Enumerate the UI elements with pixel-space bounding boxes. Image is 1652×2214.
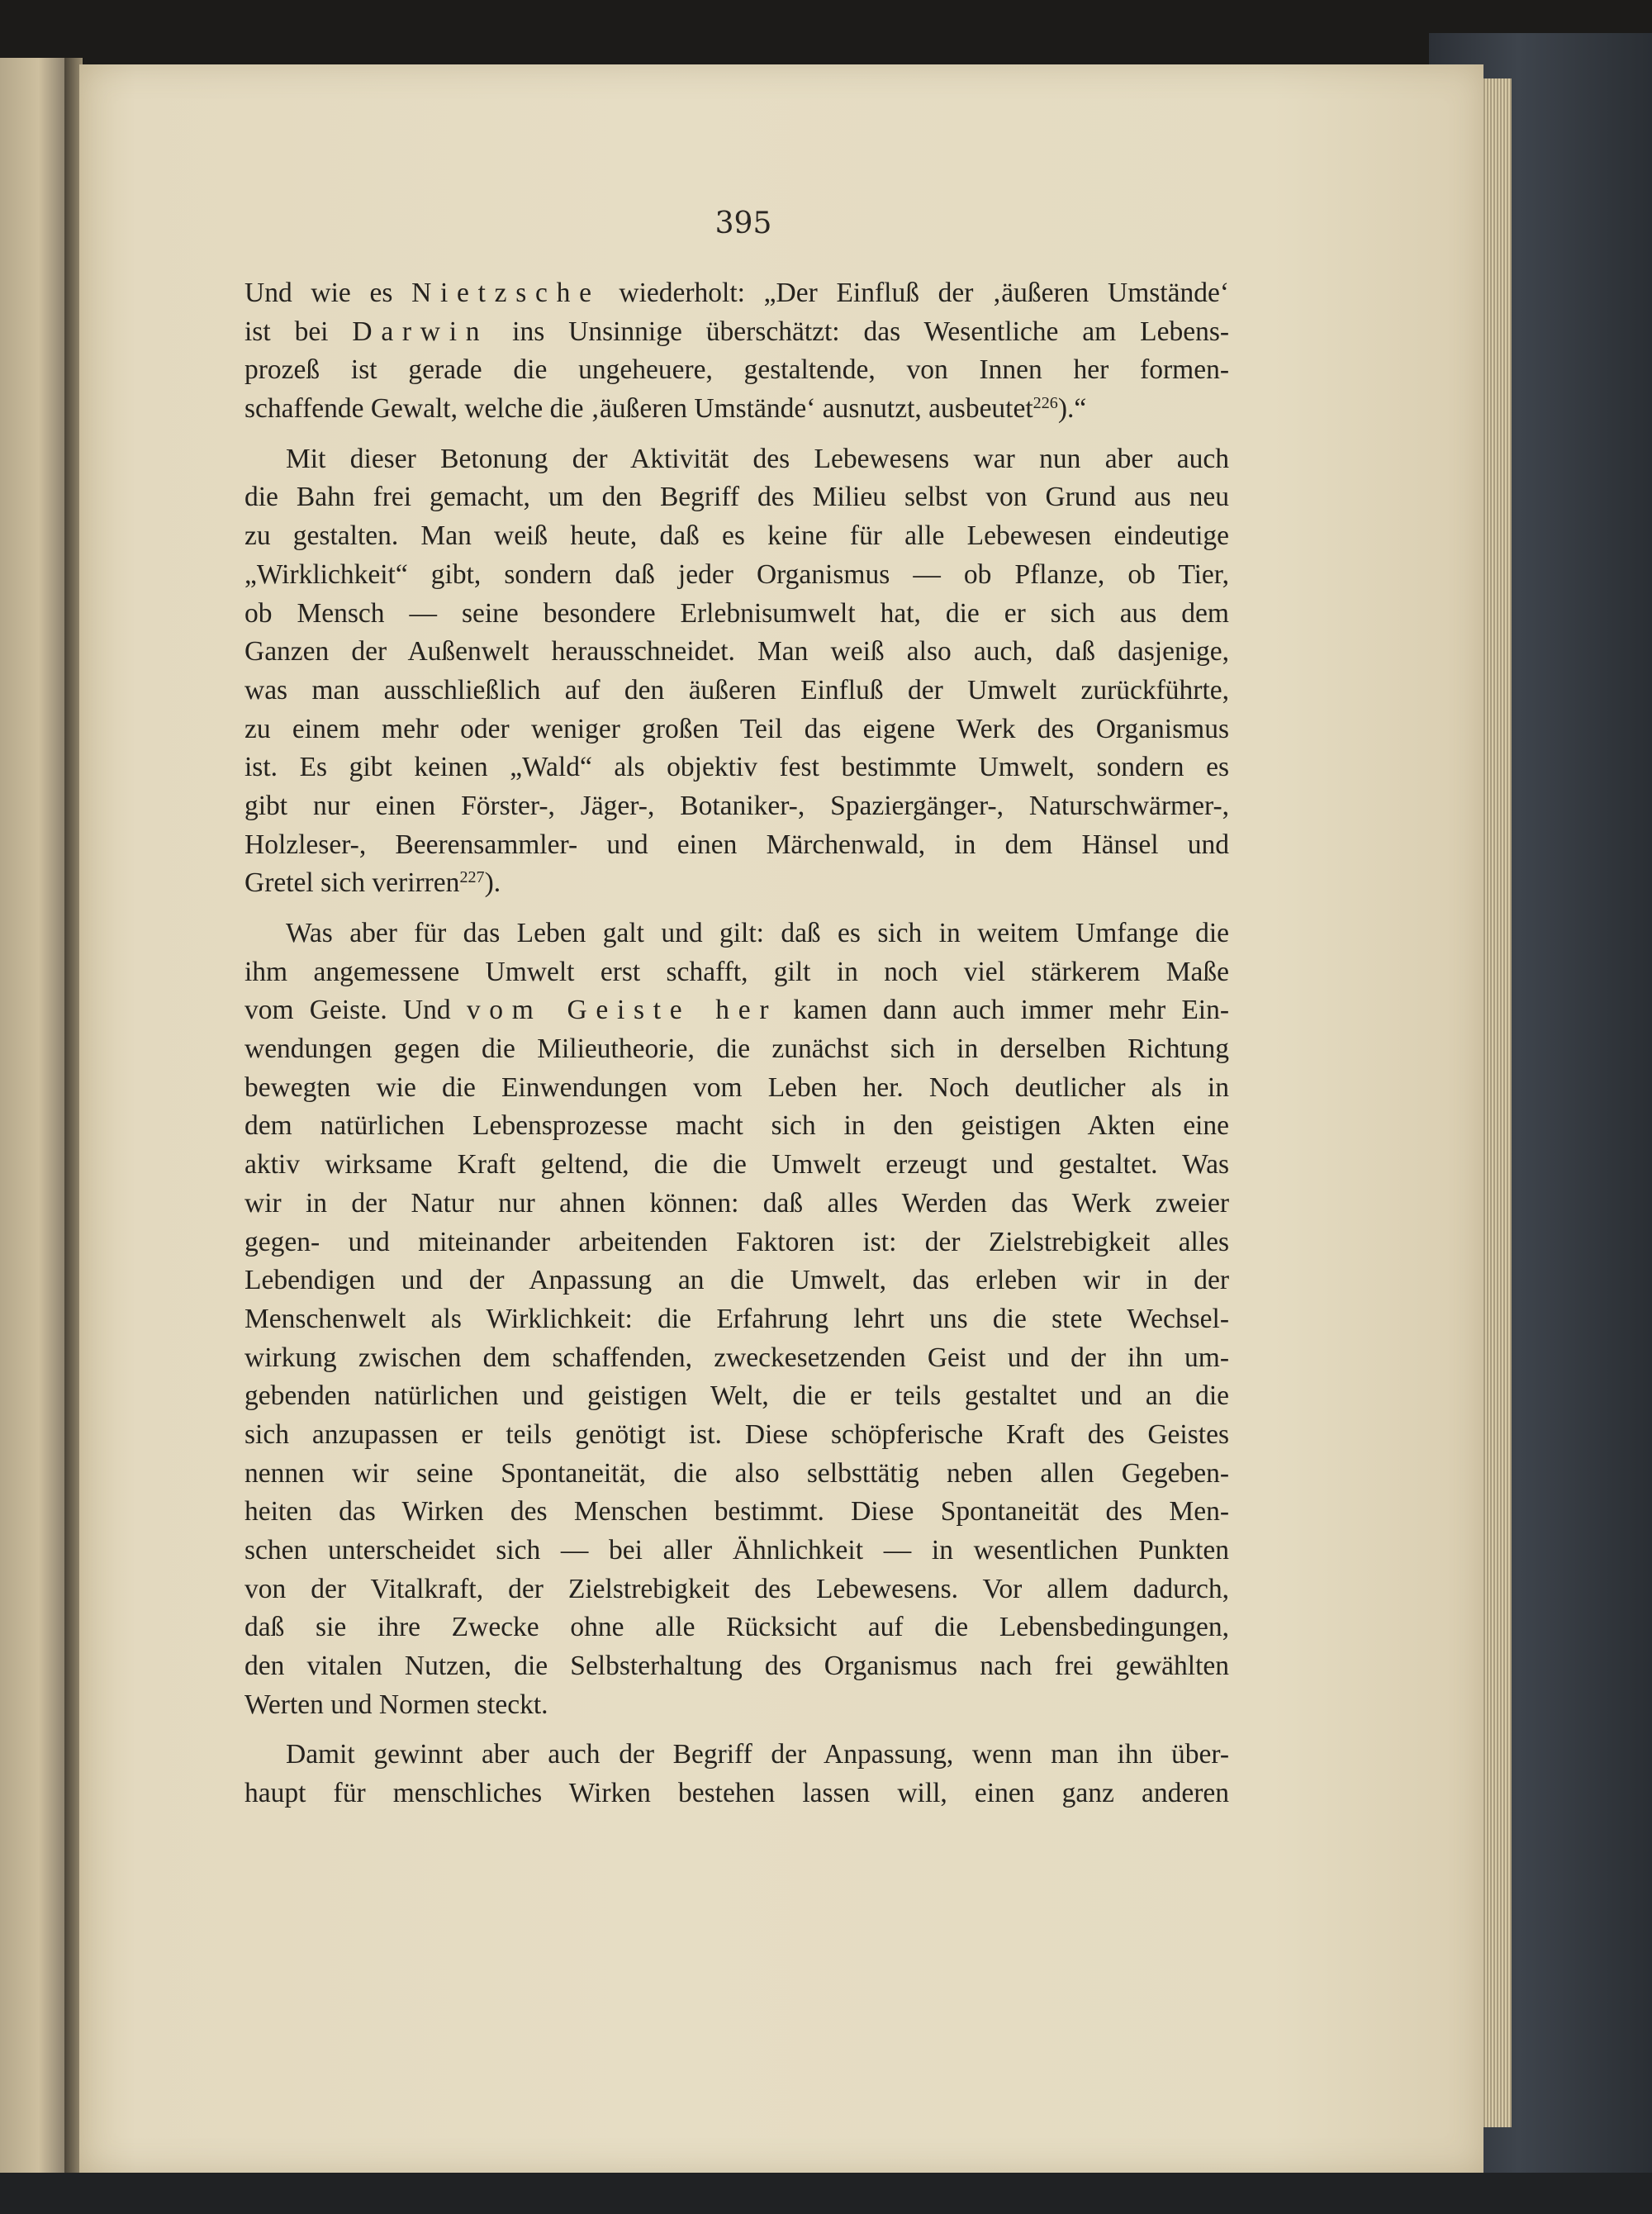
text-line: den vitalen Nutzen, die Selbsterhaltung des Organismus nach frei gewählten [244,1651,1229,1682]
paragraph [244,1736,1229,1813]
page-number: 395 [714,207,772,240]
text-line: bewegten wie die Einwendungen vom Leben her. Noch deutlicher als in [244,1071,1229,1103]
spaced-name: Darwin [352,316,489,347]
spaced-name: Nietzsche [411,278,601,308]
text-line: wirkung zwischen dem schaffenden, zweckesetzenden Geist und der ihn um- [244,1342,1229,1373]
previous-page-edge [0,58,64,2214]
text-line: ob Mensch — seine besondere Erlebnisumwelt hat, die er sich aus dem [244,597,1229,629]
text-line: prozeß ist gerade die ungeheuere, gestaltende, von Innen her formen- [244,354,1229,386]
text-line: Was aber für das Leben galt und gilt: daß es sich in weitem Umfange die [286,918,1229,948]
text-line: Gretel sich verirren$^{227}$). [244,867,501,899]
text-line: dem natürlichen Lebensprozesse macht sich in den geistigen Akten eine [244,1110,1229,1142]
text-line: „Wirklichkeit“ gibt, sondern daß jeder Organismus — ob Pflanze, ob Tier, [244,558,1229,590]
text-line: gibt nur einen Förster-, Jäger-, Botaniker-, Spaziergänger-, Naturschwärmer-, [244,790,1229,821]
footnote-ref: 227 [459,868,485,887]
text-line: vom Geiste. Und vom Geiste her kamen dann auch immer mehr Ein- [244,995,1229,1026]
text-line: Lebendigen und der Anpassung an die Umwelt, das erleben wir in der [244,1265,1229,1296]
paragraph [244,274,1229,429]
text-line: ist. Es gibt keinen „Wald“ als objektiv fest bestimmte Umwelt, sondern es [244,752,1229,783]
paragraph [244,440,1229,903]
text-line: wir in der Natur nur ahnen können: daß alles Werden das Werk zweier [244,1187,1229,1219]
text-line: Damit gewinnt aber auch der Begriff der Anpassung, wenn man ihn über- [286,1739,1229,1770]
text-line: Ganzen der Außenwelt herausschneidet. Man weiß also auch, daß dasjenige, [244,636,1229,668]
text-line: nennen wir seine Spontaneität, die also selbsttätig neben allen Gegeben- [244,1457,1229,1489]
text-line: wendungen gegen die Milieutheorie, die zunächst sich in derselben Richtung [244,1033,1229,1065]
book-cover-bottom [0,2173,1652,2214]
text-line: zu einem mehr oder weniger großen Teil das eigene Werk des Organismus [244,713,1229,744]
text-line: ihm angemessene Umwelt erst schafft, gilt in noch viel stärkerem Maße [244,956,1229,987]
text-line: haupt für menschliches Wirken bestehen lassen will, einen ganz anderen [244,1778,1229,1809]
body-text [244,274,1229,1825]
footnote-ref: 226 [1032,394,1058,413]
text-line: Menschenwelt als Wirklichkeit: die Erfahrung lehrt uns die stete Wechsel- [244,1303,1229,1334]
text-line: daß sie ihre Zwecke ohne alle Rücksicht auf die Lebensbedingungen, [244,1612,1229,1643]
text-line: gegen- und miteinander arbeitenden Faktoren ist: der Zielstrebigkeit alles [244,1226,1229,1257]
text-line: gebenden natürlichen und geistigen Welt, die er teils gestaltet und an die [244,1380,1229,1412]
text-line: Mit dieser Betonung der Aktivität des Lebewesens war nun aber auch [286,443,1229,474]
text-line: Werten und Normen steckt. [244,1689,548,1720]
text-line: sich anzupassen er teils genötigt ist. Diese schöpferische Kraft des Geistes [244,1418,1229,1450]
text-line: aktiv wirksame Kraft geltend, die die Umwelt erzeugt und gestaltet. Was [244,1149,1229,1181]
text-line: von der Vitalkraft, der Zielstrebigkeit des Lebewesens. Vor allem dadurch, [244,1573,1229,1604]
text-line: Und wie es Nietzsche wiederholt: „Der Einfluß der ‚äußeren Umstände‘ [244,278,1229,308]
page-edges-stack [1479,78,1512,2127]
text-line: die Bahn frei gemacht, um den Begriff des Milieu selbst von Grund aus neu [244,482,1229,513]
text-line: schaffende Gewalt, welche die ‚äußeren Umstände‘ ausnutzt, ausbeutet$^{226}$).“ [244,393,1087,425]
text-line: Holzleser-, Beerensammler- und einen Märchenwald, in dem Hänsel und [244,829,1229,860]
text-line: was man ausschließlich auf den äußeren Einfluß der Umwelt zurückführte, [244,674,1229,706]
text-line: heiten das Wirken des Menschen bestimmt. Diese Spontaneität des Men- [244,1496,1229,1527]
text-line: zu gestalten. Man weiß heute, daß es keine für alle Lebewesen eindeutige [244,520,1229,552]
spaced-emphasis: vom Geiste her [466,995,778,1026]
text-line: ist bei Darwin ins Unsinnige überschätzt: das Wesentliche am Lebens- [244,316,1230,347]
paragraph [244,915,1229,1724]
text-line: schen unterscheidet sich — bei aller Ähnlichkeit — in wesentlichen Punkten [244,1535,1229,1565]
